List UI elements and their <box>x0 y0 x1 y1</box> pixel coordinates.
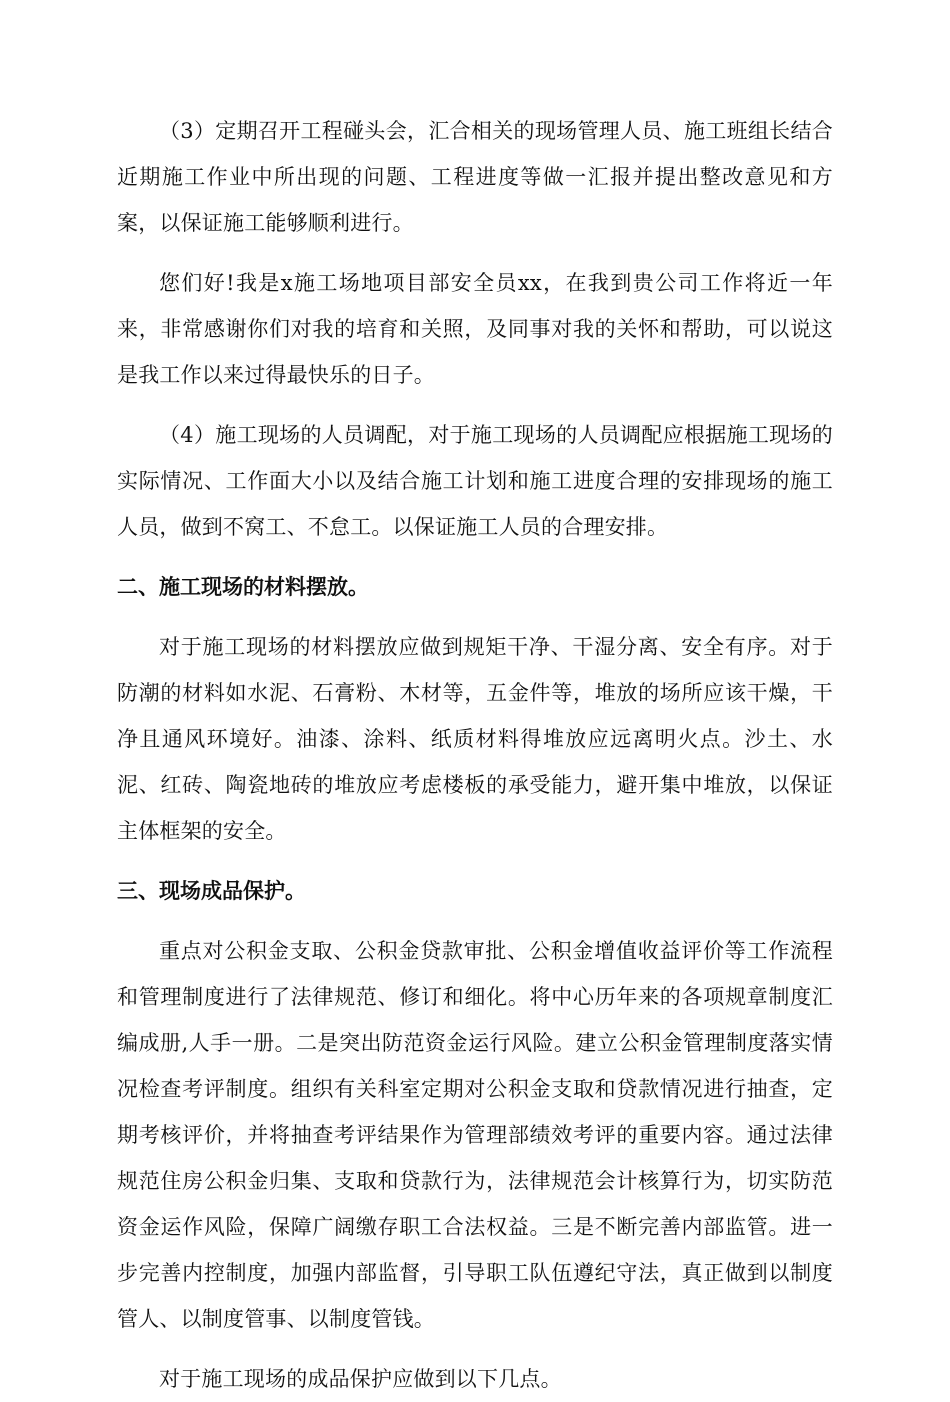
paragraph-staff-allocation: （4）施工现场的人员调配，对于施工现场的人员调配应根据施工现场的实际情况、工作面大小以及结合施工计划和施工进度合理的安排现场的施工人员，做到不窝工、不怠工。以保证施工人员的合理安排。 <box>117 423 833 539</box>
section-heading-materials: 二、施工现场的材料摆放。 <box>117 575 369 599</box>
spacer <box>117 610 833 624</box>
paragraph-housing-fund: 重点对公积金支取、公积金贷款审批、公积金增值收益评价等工作流程和管理制度进行了法律规范、修订和细化。将中心历年来的各项规章制度汇编成册,人手一册。二是突出防范资金运行风险。建立公积金管理制度落实情况检查考评制度。组织有关科室定期对公积金支取和贷款情况进行抽查，定期考核评价，并将抽查考评结果作为管理部绩效考评的重要内容。通过法律规范住房公积金归集、支取和贷款行为，法律规范会计核算行为，切实防范资金运作风险，保障广阔缴存职工合法权益。三是不断完善内部监管。进一步完善内控制度，加强内部监督，引导职工队伍遵纪守法，真正做到以制度管人、以制度管事、以制度管钱。 <box>117 939 833 1331</box>
spacer <box>117 854 833 868</box>
spacer <box>117 246 833 260</box>
spacer <box>117 398 833 412</box>
spacer <box>117 1342 833 1356</box>
paragraph-regular-meeting: （3）定期召开工程碰头会，汇合相关的现场管理人员、施工班组长结合近期施工作业中所出现的问题、工程进度等做一汇报并提出整改意见和方案，以保证施工能够顺利进行。 <box>117 119 833 235</box>
spacer <box>117 914 833 928</box>
spacer <box>117 550 833 564</box>
section-heading-protection: 三、现场成品保护。 <box>117 879 306 903</box>
paragraph-protection-points: 对于施工现场的成品保护应做到以下几点。 <box>159 1367 562 1391</box>
paragraph-materials: 对于施工现场的材料摆放应做到规矩干净、干湿分离、安全有序。对于防潮的材料如水泥、石膏粉、木材等，五金件等，堆放的场所应该干燥，干净且通风环境好。油漆、涂料、纸质材料得堆放应远离明火点。沙土、水泥、红砖、陶瓷地砖的堆放应考虑楼板的承受能力，避开集中堆放，以保证主体框架的安全。 <box>117 635 833 843</box>
document-page <box>117 108 833 1402</box>
paragraph-greeting: 您们好!我是x施工场地项目部安全员xx，在我到贵公司工作将近一年来，非常感谢你们对我的培育和关照，及同事对我的关怀和帮助，可以说这是我工作以来过得最快乐的日子。 <box>117 271 833 387</box>
